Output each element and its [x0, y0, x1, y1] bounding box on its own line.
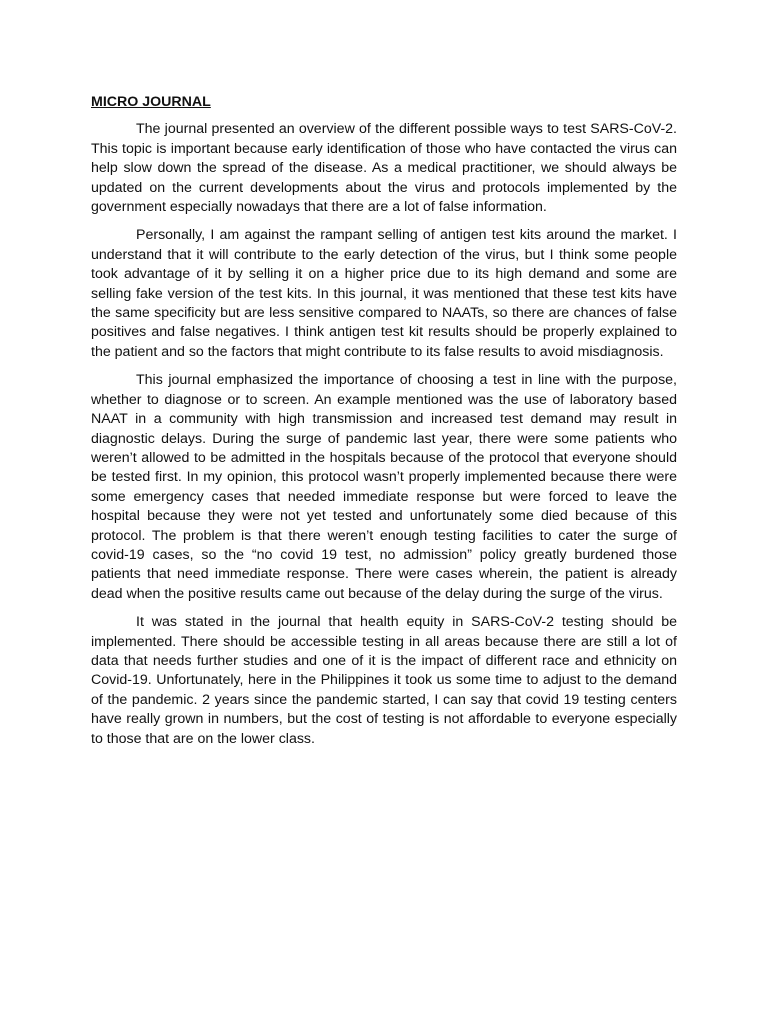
paragraph-4: It was stated in the journal that health equity in SARS-CoV-2 testing should be implemented. There should be accessible testing in all areas because there are still a lot of data that needs further studies and one of it is the impact of different race and ethnicity on Covid-19. Unfortunately, here in the Philippines it took us some time to adjust to the demand of the pandemic. 2 years since the pandemic started, I can say that covid 19 testing centers have really grown in numbers, but the cost of testing is not affordable to everyone especially to those that are on the lower class. — [91, 614, 677, 747]
paragraph-3: This journal emphasized the importance of choosing a test in line with the purpose, whether to diagnose or to screen. An example mentioned was the use of laboratory based NAAT in a community with high transmission and increased test demand may result in diagnostic delays. During the surge of pandemic last year, there were some patients who weren’t allowed to be admitted in the hospitals because of the protocol that everyone should be tested first. In my opinion, this protocol wasn’t properly implemented because there were some emergency cases that needed immediate response but were forced to leave the hospital because they were not yet tested and unfortunately some died because of this protocol. The problem is that there weren’t enough testing facilities to cater the surge of covid-19 cases, so the “no covid 19 test, no admission” policy greatly burdened those patients that need immediate response. There were cases wherein, the patient is already dead when the positive results came out because of the delay during the surge of the virus. — [91, 372, 677, 602]
paragraph-1: The journal presented an overview of the different possible ways to test SARS-CoV-2. This topic is important because early identification of those who have contacted the virus can help slow down the spread of the disease. As a medical practitioner, we should always be updated on the current developments about the virus and protocols implemented by the government especially nowadays that there are a lot of false information. — [91, 121, 677, 216]
paragraph-2: Personally, I am against the rampant selling of antigen test kits around the market. I understand that it will contribute to the early detection of the virus, but I think some people took advantage of it by selling it on a higher price due to its high demand and some are selling fake version of the test kits. In this journal, it was mentioned that these test kits have the same specificity but are less sensitive compared to NAATs, so there are chances of false positives and false negatives. I think antigen test kit results should be properly explained to the patient and so the factors that might contribute to its false results to avoid misdiagnosis. — [91, 227, 677, 360]
document-body — [91, 93, 677, 758]
document-title: MICRO JOURNAL — [91, 94, 211, 110]
